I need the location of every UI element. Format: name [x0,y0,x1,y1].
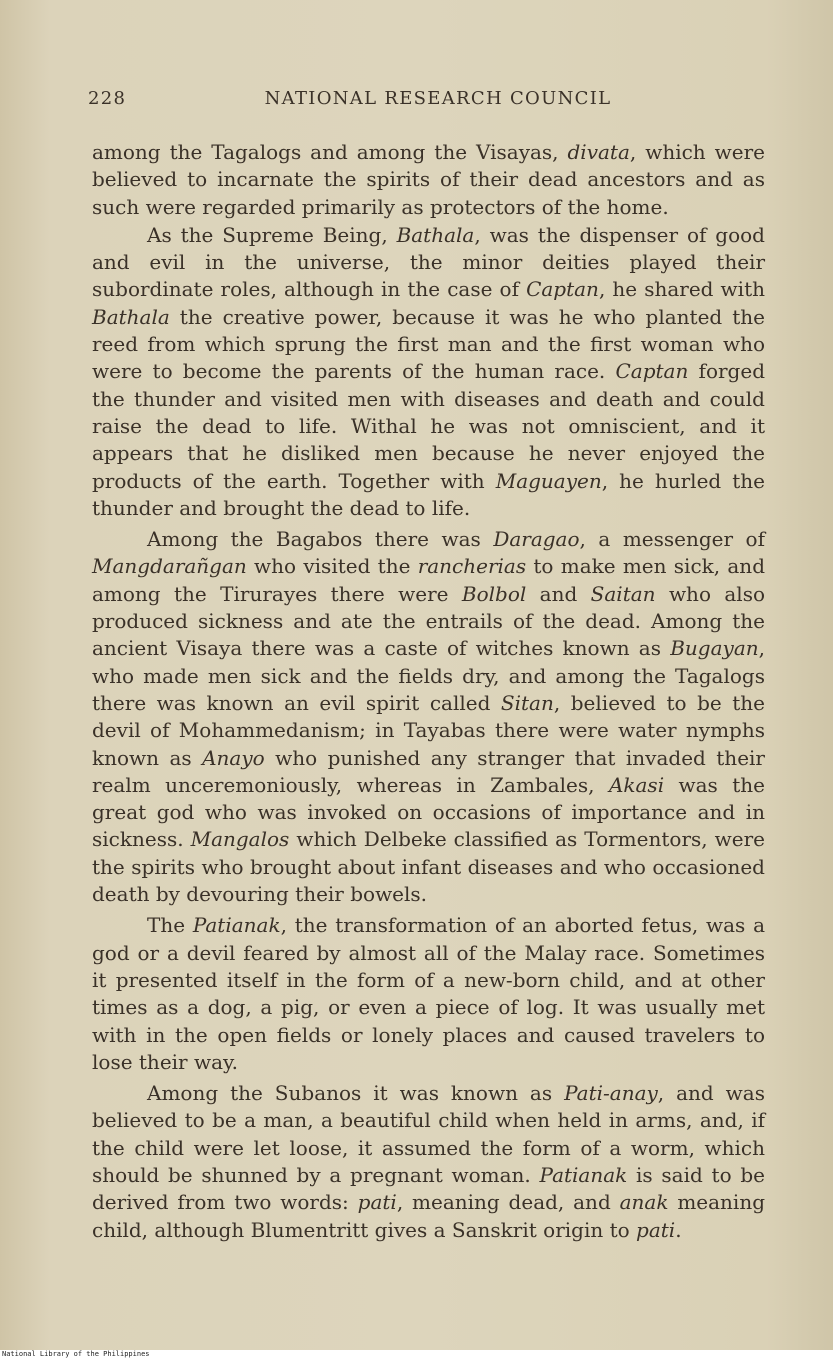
paragraph-bathala [92,222,765,522]
italic-term: pati [636,1217,676,1242]
italic-term: Bathala [92,304,170,329]
paragraph-bagabos [92,526,765,908]
italic-term: Mangdarañgan [92,554,247,579]
text-run: meaning child, although Blumentritt gives a Sanskrit origin to [92,1190,766,1242]
page-header [88,88,768,112]
text-run: Among the Subanos it was known as [147,1081,565,1106]
text-run: , and was believed to be a man, a beautiful child when held in arms, and, if the child were let loose, it assumed the form of a worm, which should be shunned by a pregnant woman. [92,1081,765,1187]
text-run: The [147,913,193,938]
paragraph-continued [92,139,765,221]
text-run: who also produced sickness and ate the entrails of the dead. Among the ancient Visaya there was a caste of witches known as [92,581,765,661]
text-run: , meaning dead, and [396,1190,620,1215]
body-text [92,139,765,1244]
running-head: NATIONAL RESEARCH COUNCIL [264,88,612,109]
text-run: forged the thunder and visited men with diseases and death and could raise the dead to life. Withal he was not omniscient, and it appears that he disliked men because he never enjoyed the products of the earth. Together with [92,359,765,493]
text-run: As the Supreme Being, [147,222,397,247]
italic-term: Captan [526,277,599,302]
italic-term: Saitan [590,581,656,606]
paragraph-patianak [92,912,765,1076]
paragraph-subanos [92,1080,765,1244]
italic-term: anak [619,1190,669,1215]
italic-term: Daragao [493,527,580,552]
italic-term: rancherias [417,554,527,579]
italic-term: Bugayan [670,636,759,661]
text-run: Among the Bagabos there was [147,527,494,552]
italic-term: Sitan [500,690,554,715]
text-run: to make men sick, and among the Tirurayes there were [92,554,765,606]
text-run: the creative power, because it was he who planted the reed from which sprung the first man and the first woman who were to become the parents of the human race. [92,304,765,384]
italic-term: Pati-anay [564,1081,658,1106]
text-run: , a messenger of [579,527,765,552]
italic-term: Patianak [539,1162,628,1187]
italic-term: Maguayen [495,468,602,493]
text-run: was the great god who was invoked on occasions of importance and in sickness. [92,772,766,852]
italic-term: Mangalos [190,827,290,852]
library-watermark: National Library of the Philippines [2,1350,150,1358]
text-run: and [526,581,591,606]
text-run: who visited the [246,554,418,579]
text-run: , he shared with [598,277,765,302]
italic-term: Captan [615,359,689,384]
text-run: , believed to be the devil of Mohammedanism; in Tayabas there were water nymphs known as [92,690,766,770]
text-run: , who made men sick and the fields dry, and among the Tagalogs there was known an evil spirit called [92,636,765,715]
italic-term: divata [567,140,630,164]
page-number: 228 [88,88,127,109]
text-run: which Delbeke classified as Tormentors, were the spirits who brought about infant diseases and who occasioned death by devouring their bowels. [92,827,765,907]
text-run: is said to be derived from two words: [92,1162,765,1215]
text-run: , he hurled the thunder and brought the dead to life. [92,468,765,520]
text-run: among the Tagalogs and among the Visayas, [92,140,568,164]
text-run: . [675,1217,682,1242]
text-run: who punished any stranger that invaded their realm unceremoniously, whereas in Zambales, [92,745,765,797]
text-run: , was the dispenser of good and evil in the universe, the minor deities played their subordinate roles, although in the case of [92,222,765,302]
text-run: , which were believed to incarnate the spirits of their dead ancestors and as such were regarded primarily as protectors of the home. [92,140,765,219]
italic-term: Akasi [608,772,665,797]
italic-term: Patianak [192,913,281,938]
text-run: , the transformation of an aborted fetus, was a god or a devil feared by almost all of the Malay race. Sometimes it presented itself in the form of a new-born child, and at other times as a dog, a pig, or even a piece of log. It was usually met with in the open fields or lonely places and caused travelers to lose their way. [92,913,765,1074]
italic-term: pati [357,1190,397,1215]
italic-term: Anayo [202,745,265,770]
footer-strip [0,1350,833,1358]
italic-term: Bathala [396,222,475,247]
italic-term: Bolbol [461,581,527,606]
